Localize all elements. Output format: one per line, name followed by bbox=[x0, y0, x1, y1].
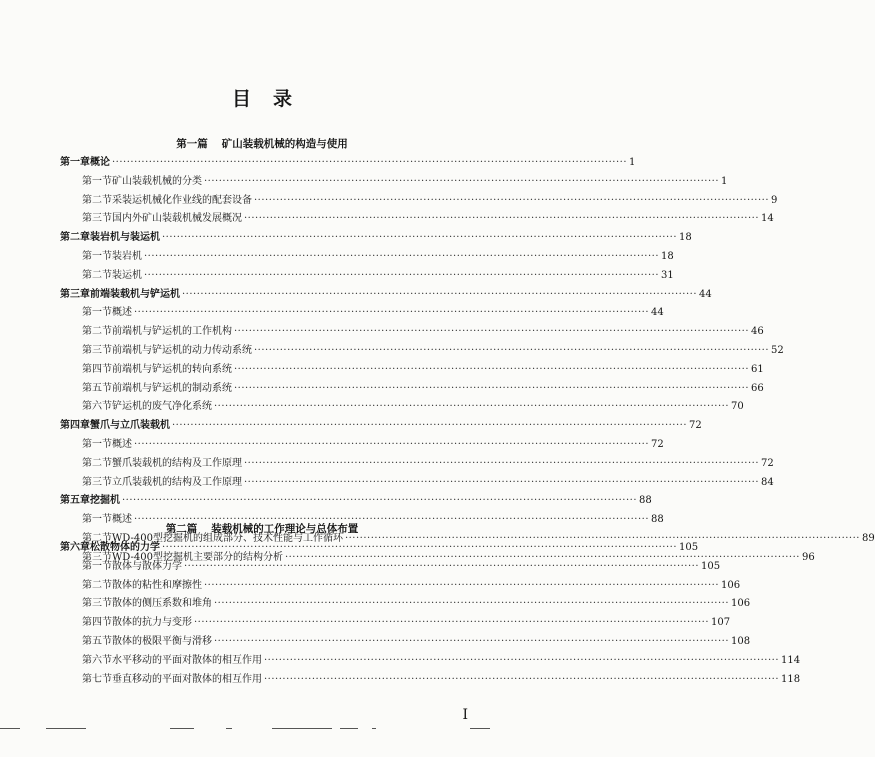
section-title: 铲运机的废气净化系统 bbox=[112, 401, 212, 413]
chapter-title: 装岩机与装运机 bbox=[90, 232, 160, 244]
section-title: 采装运机械化作业线的配套设备 bbox=[112, 194, 252, 206]
toc-section-entry[interactable] bbox=[82, 361, 764, 379]
toc-section-entry[interactable] bbox=[82, 192, 778, 210]
toc-section-entry[interactable] bbox=[82, 248, 674, 266]
chapter-number: 第三章 bbox=[60, 288, 90, 300]
section-page-number: 114 bbox=[781, 654, 801, 666]
section-number: 第一节 bbox=[82, 175, 112, 187]
section-page-number: 72 bbox=[761, 457, 774, 469]
toc-section-entry[interactable] bbox=[82, 173, 728, 191]
part-title: 矿山装载机械的构造与使用 bbox=[221, 138, 348, 150]
section-page-number: 18 bbox=[661, 251, 674, 262]
chapter-number: 第五章 bbox=[60, 495, 90, 507]
toc-section-entry[interactable] bbox=[82, 577, 741, 595]
toc-chapter-entry[interactable] bbox=[60, 286, 712, 304]
section-number: 第四节 bbox=[82, 363, 112, 375]
leader-dots: ············································································································································ bbox=[234, 363, 750, 375]
toc-section-entry[interactable] bbox=[82, 671, 801, 689]
leader-dots: ············································································································································ bbox=[122, 495, 638, 507]
section-number: 第一节 bbox=[82, 307, 112, 319]
chapter-title: 前端装载机与铲运机 bbox=[90, 288, 180, 300]
leader-dots: ············································································································································ bbox=[144, 269, 660, 281]
leader-dots: ············································································································································ bbox=[284, 551, 800, 563]
toc-section-entry[interactable] bbox=[82, 304, 664, 322]
part-title: 装载机械的工作理论与总体布置 bbox=[211, 523, 359, 535]
part-heading bbox=[0, 136, 524, 151]
section-title: 装岩机 bbox=[112, 251, 142, 262]
leader-dots: ············································································································································ bbox=[162, 232, 678, 244]
leader-dots: ············································································································································ bbox=[204, 175, 720, 187]
chapter-title: 挖掘机 bbox=[90, 495, 120, 507]
toc-section-entry[interactable] bbox=[82, 398, 744, 416]
toc-chapter-entry[interactable] bbox=[60, 492, 652, 510]
section-number: 第六节 bbox=[82, 654, 112, 666]
section-title: 散体与散体力学 bbox=[112, 560, 182, 572]
section-number: 第三节 bbox=[82, 551, 112, 563]
toc-section-entry[interactable] bbox=[82, 633, 751, 651]
chapter-title: 蟹爪与立爪装载机 bbox=[90, 420, 170, 432]
leader-dots: ············································································································································ bbox=[184, 560, 700, 572]
toc-chapter-entry[interactable] bbox=[60, 417, 702, 435]
section-page-number: 1 bbox=[721, 175, 728, 187]
leader-dots: ············································································································································ bbox=[134, 439, 650, 450]
leader-dots: ············································································································································ bbox=[204, 579, 720, 591]
chapter-page-number: 72 bbox=[689, 420, 702, 432]
section-number: 第一节 bbox=[82, 560, 112, 572]
chapter-page-number: 18 bbox=[679, 232, 692, 244]
leader-dots: ············································································································································ bbox=[214, 636, 730, 647]
section-title: 散体的极限平衡与滑移 bbox=[112, 636, 212, 647]
leader-dots: ············································································································································ bbox=[254, 194, 770, 206]
leader-dots: ············································································································································ bbox=[182, 288, 698, 300]
section-number: 第二节 bbox=[82, 194, 112, 206]
section-number: 第二节 bbox=[82, 457, 112, 469]
leader-dots: ············································································································································ bbox=[134, 514, 650, 526]
section-number: 第六节 bbox=[82, 401, 112, 413]
leader-dots: ············································································································································ bbox=[134, 307, 650, 319]
section-number: 第二节 bbox=[82, 326, 112, 338]
toc-section-entry[interactable] bbox=[82, 614, 731, 632]
toc-section-entry[interactable] bbox=[82, 474, 774, 492]
section-title: 矿山装载机械的分类 bbox=[112, 175, 202, 187]
leader-dots: ············································································································································ bbox=[144, 251, 660, 262]
chapter-title: 松散物体的力学 bbox=[90, 542, 160, 553]
section-title: 立爪装载机的结构及工作原理 bbox=[112, 476, 242, 488]
section-page-number: 106 bbox=[731, 598, 751, 610]
toc-chapter-entry[interactable] bbox=[60, 539, 699, 557]
section-title: WD-400型挖掘机主要部分的结构分析 bbox=[112, 551, 283, 563]
section-title: 前端机与铲运机的转向系统 bbox=[112, 363, 232, 375]
toc-chapter-entry[interactable] bbox=[60, 229, 692, 247]
toc-section-entry[interactable] bbox=[82, 210, 774, 228]
section-number: 第三节 bbox=[82, 213, 112, 225]
chapter-number: 第二章 bbox=[60, 232, 90, 244]
section-page-number: 96 bbox=[801, 551, 815, 563]
section-title: 前端机与铲运机的动力传动系统 bbox=[112, 345, 252, 356]
section-page-number: 70 bbox=[731, 401, 744, 413]
leader-dots: ············································································································································ bbox=[264, 654, 780, 666]
section-number: 第五节 bbox=[82, 636, 112, 647]
section-title: WD-400型挖掘机的组成部分、技术性能与工作循环 bbox=[112, 533, 343, 544]
leader-dots: ············································································································································ bbox=[244, 457, 760, 469]
toc-section-entry[interactable] bbox=[82, 455, 774, 473]
scan-edge-lines bbox=[0, 728, 524, 730]
leader-dots: ············································································································································ bbox=[112, 157, 628, 168]
chapter-page-number: 105 bbox=[679, 542, 699, 553]
section-title: 水平移动的平面对散体的相互作用 bbox=[112, 654, 262, 666]
page-title: 目录 bbox=[231, 88, 314, 110]
toc-section-entry[interactable] bbox=[82, 323, 764, 341]
leader-dots: ············································································································································ bbox=[244, 476, 760, 488]
toc-section-entry[interactable] bbox=[82, 558, 721, 576]
leader-dots: ············································································································································ bbox=[244, 213, 760, 225]
part-heading bbox=[0, 521, 524, 536]
toc-chapter-entry[interactable] bbox=[60, 154, 636, 172]
chapter-page-number: 44 bbox=[699, 288, 712, 300]
section-number: 第三节 bbox=[82, 345, 112, 356]
section-page-number: 52 bbox=[771, 345, 784, 356]
chapter-number: 第一章 bbox=[60, 157, 90, 168]
section-number: 第三节 bbox=[82, 476, 112, 488]
section-title: 概述 bbox=[112, 439, 132, 450]
section-page-number: 107 bbox=[711, 617, 731, 629]
section-title: 前端机与铲运机的工作机构 bbox=[112, 326, 232, 338]
leader-dots: ············································································································································ bbox=[162, 542, 678, 553]
leader-dots: ············································································································································ bbox=[214, 598, 730, 610]
toc-section-entry[interactable] bbox=[82, 267, 674, 285]
section-title: 散体的粘性和摩擦性 bbox=[112, 579, 202, 591]
chapter-page-number: 1 bbox=[629, 157, 636, 168]
section-number: 第二节 bbox=[82, 269, 112, 281]
section-number: 第五节 bbox=[82, 382, 112, 394]
toc-section-entry[interactable] bbox=[82, 342, 784, 360]
section-title: 散体的抗力与变形 bbox=[112, 617, 192, 629]
section-page-number: 44 bbox=[651, 307, 664, 319]
section-number: 第四节 bbox=[82, 617, 112, 629]
chapter-number: 第六章 bbox=[60, 542, 90, 553]
leader-dots: ············································································································································ bbox=[264, 673, 780, 685]
chapter-title: 概论 bbox=[90, 157, 110, 168]
leader-dots: ············································································································································ bbox=[194, 617, 710, 629]
section-title: 散体的侧压系数和堆角 bbox=[112, 598, 212, 610]
section-title: 垂直移动的平面对散体的相互作用 bbox=[112, 673, 262, 685]
section-page-number: 14 bbox=[761, 213, 774, 225]
section-number: 第三节 bbox=[82, 598, 112, 610]
chapter-page-number: 88 bbox=[639, 495, 652, 507]
toc-section-entry[interactable] bbox=[82, 436, 664, 454]
section-page-number: 61 bbox=[751, 363, 764, 375]
page-number: I bbox=[462, 707, 468, 723]
section-number: 第一节 bbox=[82, 439, 112, 450]
section-page-number: 108 bbox=[731, 636, 751, 647]
leader-dots: ············································································································································ bbox=[234, 382, 750, 394]
section-title: 前端机与铲运机的制动系统 bbox=[112, 382, 232, 394]
toc-section-entry[interactable] bbox=[82, 380, 764, 398]
section-page-number: 89 bbox=[861, 533, 875, 544]
section-page-number: 66 bbox=[751, 382, 764, 394]
section-number: 第二节 bbox=[82, 579, 112, 591]
part-number: 第一篇 bbox=[176, 138, 208, 150]
part-number: 第二篇 bbox=[165, 523, 198, 535]
section-number: 第七节 bbox=[82, 673, 112, 685]
toc-section-entry[interactable] bbox=[82, 595, 751, 613]
leader-dots: ············································································································································ bbox=[172, 420, 688, 432]
section-page-number: 84 bbox=[761, 476, 774, 488]
section-title: 蟹爪装载机的结构及工作原理 bbox=[112, 457, 242, 469]
leader-dots: ············································································································································ bbox=[344, 533, 860, 544]
chapter-number: 第四章 bbox=[60, 420, 90, 432]
section-title: 装运机 bbox=[112, 269, 142, 281]
section-number: 第一节 bbox=[82, 514, 112, 526]
section-page-number: 31 bbox=[661, 269, 674, 281]
section-page-number: 46 bbox=[751, 326, 764, 338]
section-number: 第二节 bbox=[82, 533, 112, 544]
section-title: 概述 bbox=[112, 307, 132, 319]
section-title: 概述 bbox=[112, 514, 132, 526]
section-page-number: 72 bbox=[651, 439, 664, 450]
section-page-number: 106 bbox=[721, 579, 741, 591]
leader-dots: ············································································································································ bbox=[254, 345, 770, 356]
section-page-number: 118 bbox=[781, 673, 801, 685]
toc-section-entry[interactable] bbox=[82, 652, 801, 670]
leader-dots: ············································································································································ bbox=[214, 401, 730, 413]
section-page-number: 9 bbox=[771, 194, 778, 206]
section-number: 第一节 bbox=[82, 251, 112, 262]
section-page-number: 88 bbox=[651, 514, 664, 526]
section-title: 国内外矿山装载机械发展概况 bbox=[112, 213, 242, 225]
section-page-number: 105 bbox=[701, 560, 721, 572]
leader-dots: ············································································································································ bbox=[234, 326, 750, 338]
